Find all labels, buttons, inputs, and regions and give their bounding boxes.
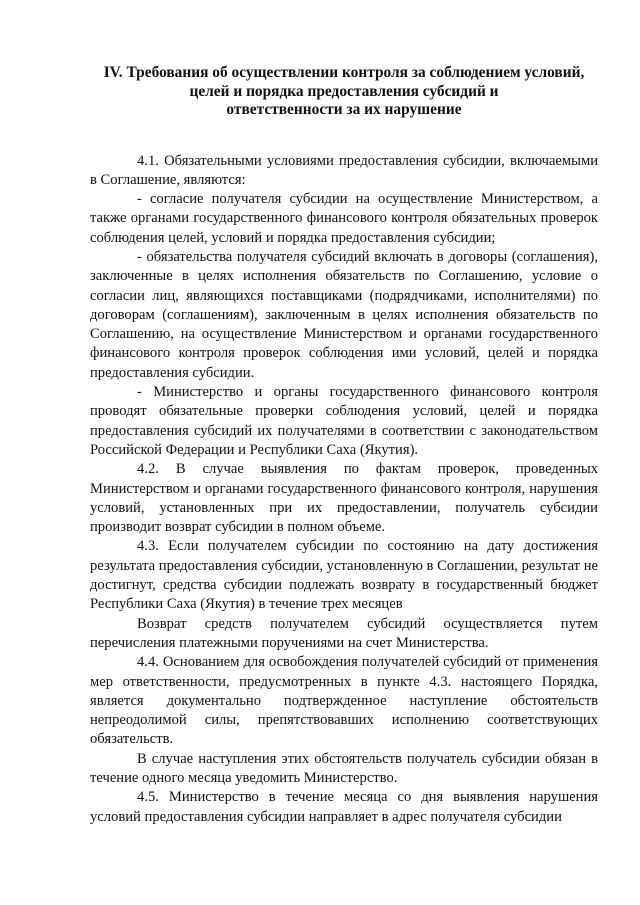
paragraph-4-2: 4.2. В случае выявления по фактам проверок, проведенных Министерством и органами государственного финансового контроля, нарушения условий, установленных при их предоставлении, получатель субсидии производит возврат субсидии в полном объеме. (90, 461, 598, 536)
heading-line-3: ответственности за их нарушение (226, 101, 462, 118)
paragraph-4-1: 4.1. Обязательными условиями предоставления субсидии, включаемыми в Соглашение, являются: (90, 152, 598, 188)
paragraph-4-4: 4.4. Основанием для освобождения получателей субсидий от применения мер ответственности, предусмотренных в пункте 4.3. настоящего Порядка, является документально подтвержденное наступление обстоятельств непреодолимой силы, препятствовавших исполнению соответствующих обязательств. (90, 654, 598, 748)
paragraph-notification: В случае наступления этих обстоятельств получатель субсидии обязан в течение одного месяца уведомить Министерство. (90, 750, 598, 786)
paragraph-4-3: 4.3. Если получателем субсидии по состоянию на дату достижения результата предоставления субсидии, установленную в Соглашении, результат не достигнут, средства субсидии подлежать возврату в государственный бюджет Республики Саха (Якутия) в течение трех месяцев (90, 538, 598, 613)
paragraph-4-5: 4.5. Министерство в течение месяца со дня выявления нарушения условий предоставления субсидии направляет в адрес получателя субсидии (90, 789, 598, 825)
heading-line-2: целей и порядка предоставления субсидий и (189, 82, 499, 100)
section-heading (90, 64, 598, 120)
paragraph-refund-method: Возврат средств получателем субсидий осуществляется путем перечисления платежными поручениями на счет Министерства. (90, 615, 598, 651)
paragraph-consent-clause: - согласие получателя субсидии на осуществление Министерством, а также органами государственного финансового контроля обязательных проверок соблюдения целей, условий и порядка предоставления субсидии; (90, 191, 598, 246)
heading-line-1: IV. Требования об осуществлении контроля за соблюдением условий, (103, 64, 585, 81)
paragraph-contract-clause: - обязательства получателя субсидий включать в договоры (соглашения), заключенные в целях исполнения обязательств по Соглашению, условие о согласии лиц, являющихся поставщиками (подрядчиками, исполнителями) по договорам (соглашениям), заключенным в целях исполнения обязательств по Соглашению, на осуществление Министерством и органами государственного финансового контроля проверок соблюдения ими условий, целей и порядка предоставления субсидии. (90, 248, 598, 381)
paragraph-inspections: - Министерство и органы государственного финансового контроля проводят обязательные проверки соблюдения условий, целей и порядка предоставления субсидий их получателями в соответствии с законодательством Российской Федерации и Республики Саха (Якутия). (90, 384, 598, 458)
